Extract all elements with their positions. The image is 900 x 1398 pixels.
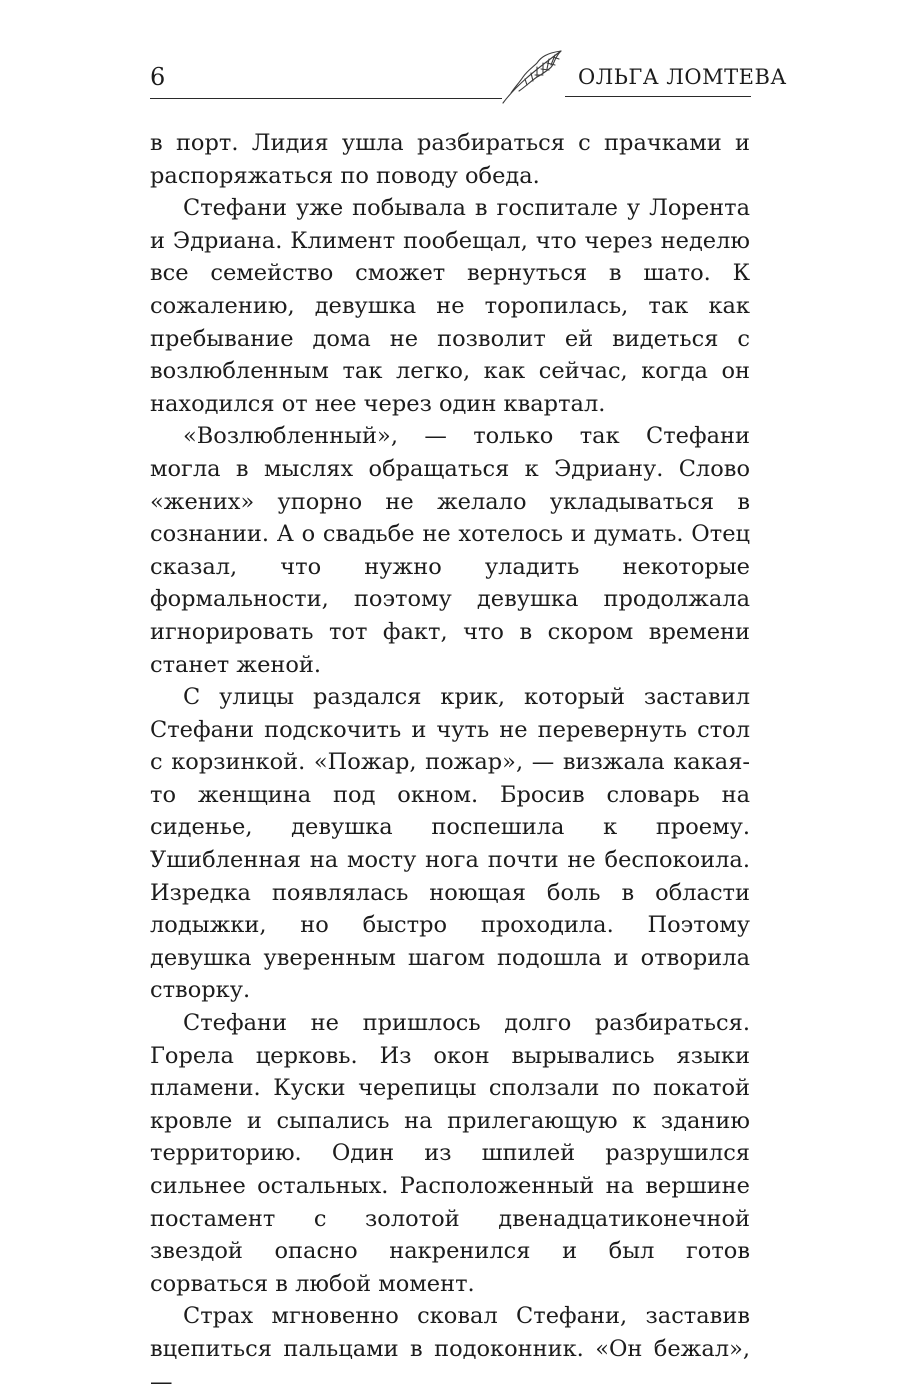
body-text xyxy=(150,127,750,1398)
paragraph: «Возлюбленный», — только так Стефани могла в мыслях обращаться к Эдриану. Слово «жених» упорно не желало укладываться в сознании. А о свадьбе не хотелось и думать. Отец сказал, что нужно уладить некоторые формальности, поэтому девушка продолжала игнорировать тот факт, что в скором времени станет женой. xyxy=(150,423,750,678)
header-rule-left xyxy=(150,98,502,99)
page-number: 6 xyxy=(150,63,166,91)
header-rule-right xyxy=(565,96,751,97)
paragraph: Стефани не пришлось долго разбираться. Горела церковь. Из окон вырывались языки пламени. Куски черепицы сползали по покатой кровле и сыпались на прилегающую к зданию территорию. Один из шпилей разрушился сильнее остальных. Расположенный на вершине постамент с золотой двенадцатиконечной звездой опасно накренился и был готов сорваться в любой момент. xyxy=(150,1010,750,1297)
paragraph: Стефани уже побывала в госпитале у Лорента и Эдриана. Климент пообещал, что через неделю все семейство сможет вернуться в шато. К сожалению, девушка не торопилась, так как пребывание дома не позволит ей видеться с возлюбленным так легко, как сейчас, когда он находился от нее через один квартал. xyxy=(150,195,750,417)
running-head-author: ОЛЬГА ЛОМТЕВА xyxy=(578,65,787,89)
paragraph: С улицы раздался крик, который заставил Стефани подскочить и чуть не перевернуть стол с корзинкой. «Пожар, пожар», — визжала какая-то женщина под окном. Бросив словарь на сиденье, девушка поспешила к проему. Ушибленная на мосту нога почти не беспокоила. Изредка появлялась ноющая боль в области лодыжки, но быстро проходила. Поэтому девушка уверенным шагом подошла и отворила створку. xyxy=(150,684,750,1004)
paragraph: Страх мгновенно сковал Стефани, заставив вцепиться пальцами в подоконник. «Он бежал», — xyxy=(150,1303,750,1395)
feather-icon xyxy=(497,45,569,107)
paragraph: в порт. Лидия ушла разбираться с прачками и распоряжаться по поводу обеда. xyxy=(150,130,750,189)
